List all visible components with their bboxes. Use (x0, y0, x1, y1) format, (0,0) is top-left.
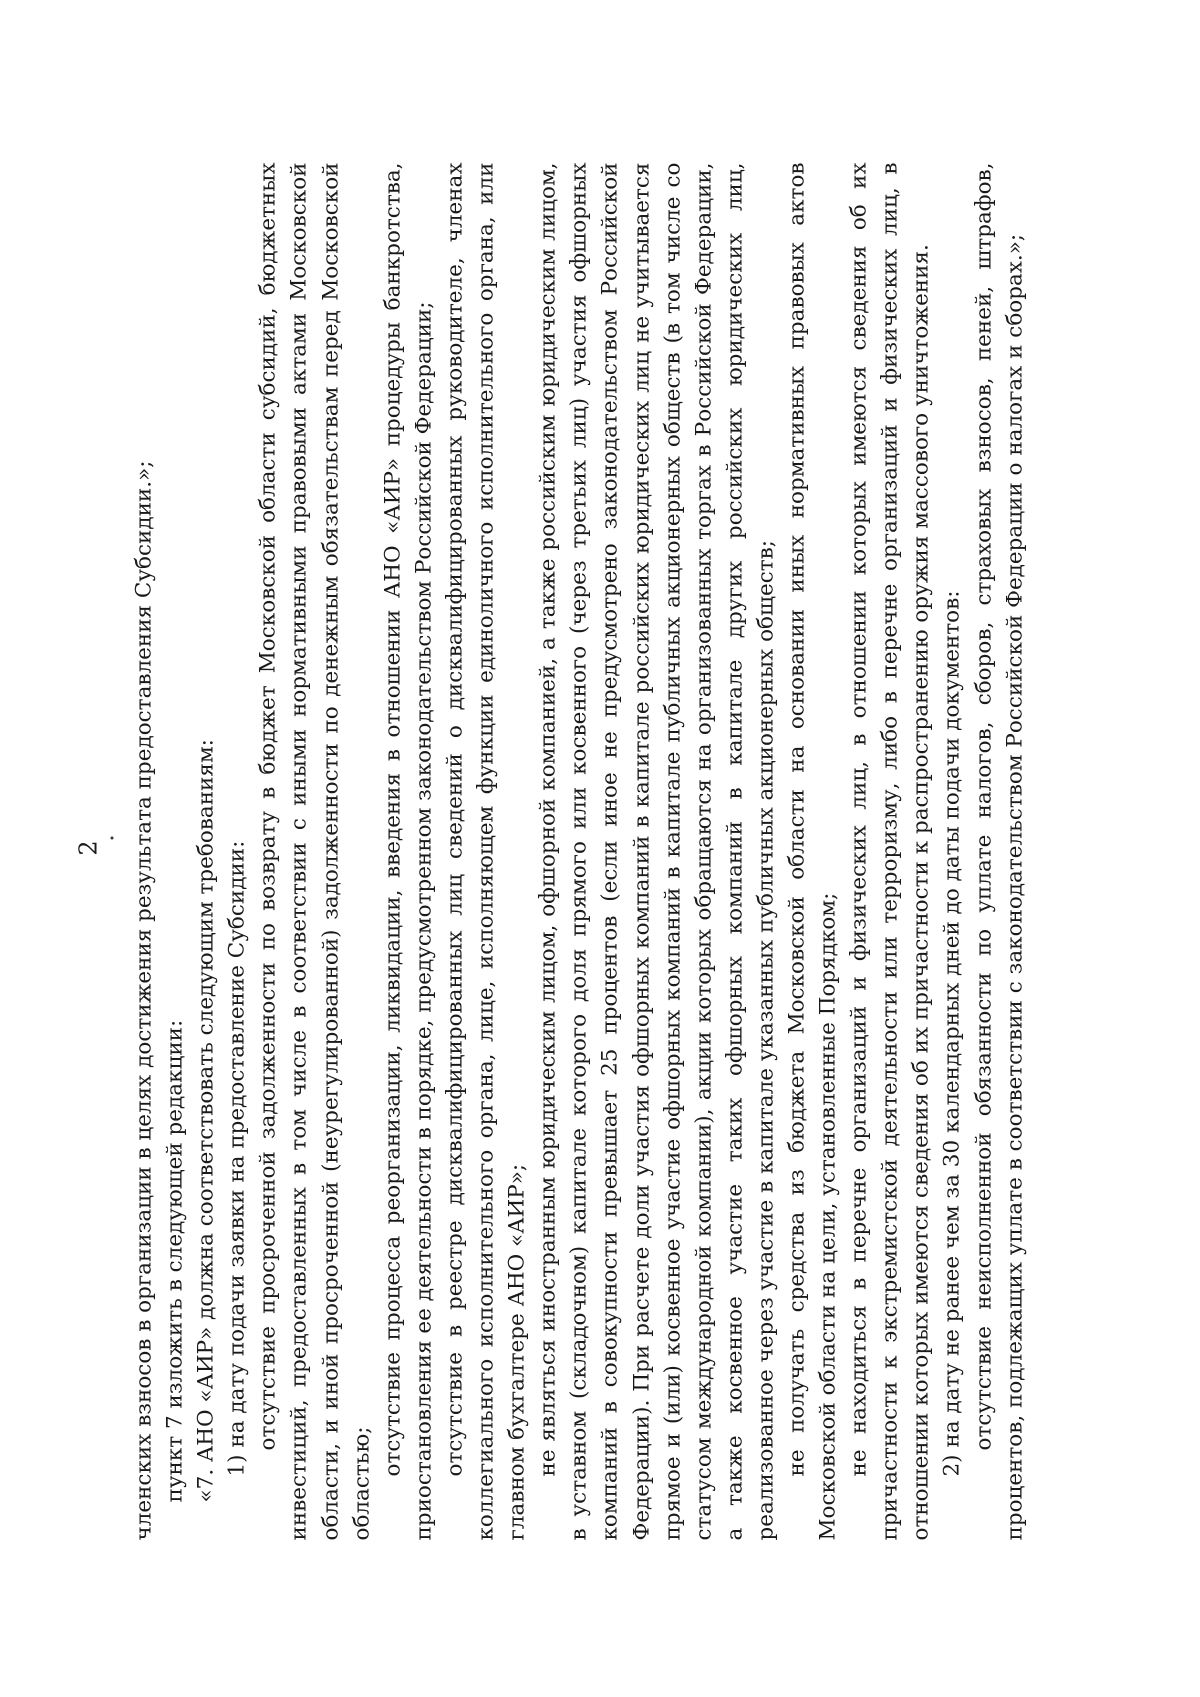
paragraph: не получать средства из бюджета Московской области на основании иных нормативных правовых актов Московской области на цели, установленные Порядком; (784, 162, 841, 1541)
paragraph: 2) на дату не ранее чем за 30 календарных дней до даты подачи документов: (939, 590, 965, 1477)
paragraph: отсутствие процесса реорганизации, ликвидации, введения в отношении АНО «АИР» процедуры банкротства, приостановления ее деятельности в порядке, предусмотренном законодательством Российской Федерации; (380, 162, 437, 1541)
paragraph: пункт 7 изложить в следующей редакции: (162, 1019, 188, 1503)
scan-artifact-dot (111, 837, 114, 840)
rotated-scan-content (1, 0, 1200, 1697)
paragraph: «7. АНО «АИР» должна соответствовать следующим требованиям: (193, 739, 219, 1503)
paragraph: 1) на дату подачи заявки на предоставление Субсидии: (224, 840, 250, 1477)
paragraph: членских взносов в организации в целях достижения результата предоставления Субсидии.»; (131, 460, 157, 1541)
paragraph: отсутствие неисполненной обязанности по уплате налогов, сборов, страховых взносов, пеней, штрафов, процентов, подлежащих уплате в соответствии с законодательством Российской Федерации о налогах и сборах.»; (971, 162, 1028, 1541)
paragraph: не являться иностранным юридическим лицом, офшорной компанией, а также российским юридическим лицом, в уставном (складочном) капитале которого доля прямого или косвенного (через третьих лиц) участия офшорных компаний в совокупности превышает 25 процентов (если иное не предусмотрено законодательством Российской Федерации). При расчете доли участия офшорных компаний в капитале российских юридических лиц не учитывается прямое и (или) косвенное участие офшорных компаний в капитале публичных акционерных обществ (в том числе со статусом международной компании), акции которых обращаются на организованных торгах в Российской Федерации, а также косвенное участие таких офшорных компаний в капитале других российских юридических лиц, реализованное через участие в капитале указанных публичных акционерных обществ; (535, 162, 779, 1541)
body-text (129, 163, 1031, 1541)
paragraph: не находиться в перечне организаций и физических лиц, в отношении которых имеются сведения об их причастности к экстремистской деятельности или терроризму, либо в перечне организаций и физических лиц, в отношении которых имеются сведения об их причастности к распространению оружия массового уничтожения. (846, 162, 934, 1541)
paragraph: отсутствие в реестре дисквалифицированных лиц сведений о дисквалифицированных руководителе, членах коллегиального исполнительного органа, лице, исполняющем функции единоличного исполнительного органа, или главном бухгалтере АНО «АИР»; (442, 162, 530, 1541)
page-number: 2 (74, 840, 103, 856)
paragraph: отсутствие просроченной задолженности по возврату в бюджет Московской области субсидий, бюджетных инвестиций, предоставленных в том числе в соответствии с иными нормативными правовыми актами Московской области, и иной просроченной (неурегулированной) задолженности по денежным обязательствам перед Московской областью; (255, 162, 375, 1541)
